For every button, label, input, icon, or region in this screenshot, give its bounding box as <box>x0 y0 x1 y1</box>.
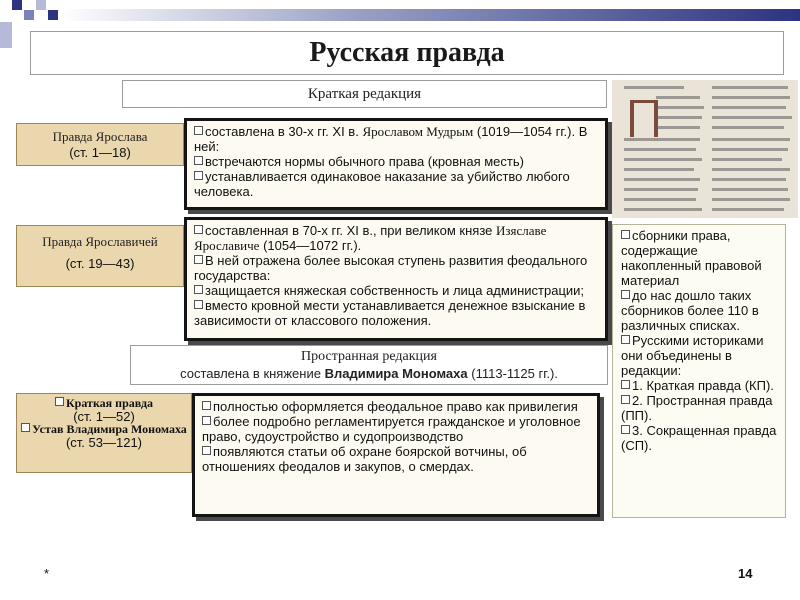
extended-bullet-2: более подробно регламентируется гражданское и уголовное право, судоустройство и судопроизводство <box>202 414 581 444</box>
bullet-icon <box>194 285 203 294</box>
bullet-icon <box>621 380 630 389</box>
extended-item-1: Краткая правда <box>17 397 191 410</box>
bullet-icon <box>194 255 203 264</box>
short-edition-header <box>122 80 607 108</box>
bullet-icon <box>194 171 203 180</box>
title-box <box>30 31 784 75</box>
extended-bullet-3: появляются статьи об охране боярской вотчины, об отношениях феодалов и закупов, о смердах. <box>202 444 527 474</box>
short-edition-label: Краткая редакция <box>307 86 422 102</box>
extended-left-box <box>16 393 192 473</box>
manuscript-image <box>612 80 798 218</box>
footer-star: * <box>44 566 50 581</box>
bullet-icon <box>21 423 30 432</box>
bullet-icon <box>621 425 630 434</box>
extended-edition-label: Пространная редакция <box>301 349 437 364</box>
yaroslavichi-intro: составленная в 70-х гг. XI в., при великом князе Изяславе Ярославиче (1054—1072 гг.). <box>194 223 547 253</box>
extended-description <box>192 393 600 517</box>
bullet-icon <box>621 230 630 239</box>
deco-square <box>48 10 58 20</box>
bullet-icon <box>621 395 630 404</box>
page-number: 14 <box>738 566 753 581</box>
yaroslavichi-name: Правда Ярославичей <box>42 234 158 249</box>
bullet-icon <box>55 397 64 406</box>
yaroslav-label-box <box>16 123 184 166</box>
bullet-icon <box>621 335 630 344</box>
side-list-1: 1. Краткая правда (КП). <box>621 378 781 393</box>
deco-square <box>36 0 46 10</box>
side-p2: до нас дошло таких сборников более 110 в различных списках. <box>621 288 759 333</box>
page-title: Русская правда <box>309 37 505 68</box>
yaroslav-description <box>184 118 608 210</box>
bullet-icon <box>194 156 203 165</box>
yaroslavichi-bullet-3: вместо кровной мести устанавливается денежное взыскание в зависимости от классового положения. <box>194 298 586 328</box>
deco-square <box>24 10 34 20</box>
yaroslav-name: Правда Ярослава <box>52 129 148 144</box>
bullet-icon <box>202 401 211 410</box>
bullet-icon <box>621 290 630 299</box>
yaroslav-articles: (ст. 1—18) <box>69 145 131 160</box>
extended-item-2: Устав Владимира Мономаха <box>17 423 191 436</box>
extended-item-1-articles: (ст. 1—52) <box>73 409 135 424</box>
bullet-icon <box>194 300 203 309</box>
yaroslav-bullet-2: устанавливается одинаковое наказание за убийство любого человека. <box>194 169 570 199</box>
side-panel <box>612 224 786 518</box>
extended-bullet-1: полностью оформляется феодальное право как привилегия <box>202 399 591 414</box>
side-list-3: 3. Сокращенная правда (СП). <box>621 423 777 453</box>
bullet-icon <box>194 126 203 135</box>
extended-item-2-articles: (ст. 53—121) <box>65 435 143 450</box>
manuscript-initial <box>630 100 658 137</box>
yaroslavichi-description <box>184 217 608 341</box>
yaroslav-intro: составлена в 30-х гг. XI в. Ярославом Мудрым (1019—1054 гг.). В ней: <box>194 124 588 154</box>
extended-edition-sub: составлена в княжение Владимира Мономаха (1113-1125 гг.). <box>180 366 558 381</box>
side-p1: сборники права, содержащие накопленный правовой материал <box>621 228 762 288</box>
bullet-icon <box>202 446 211 455</box>
side-p3: Русскими историками они объединены в редакции: <box>621 333 764 378</box>
extended-edition-header <box>130 345 608 385</box>
yaroslavichi-bullet-2: защищается княжеская собственность и лица администрации; <box>194 283 599 298</box>
bullet-icon <box>202 416 211 425</box>
deco-square <box>12 0 22 10</box>
yaroslav-bullet-1: встречаются нормы обычного права (кровная месть) <box>194 154 599 169</box>
yaroslavichi-label-box <box>16 225 184 287</box>
side-list-2: 2. Пространная правда (ПП). <box>621 393 773 423</box>
yaroslavichi-articles: (ст. 19—43) <box>65 256 135 271</box>
yaroslavichi-bullet-1: В ней отражена более высокая ступень развития феодального государства: <box>194 253 588 283</box>
bullet-icon <box>194 225 203 234</box>
left-decor-bar <box>0 22 12 48</box>
top-decor-bar <box>60 9 800 21</box>
